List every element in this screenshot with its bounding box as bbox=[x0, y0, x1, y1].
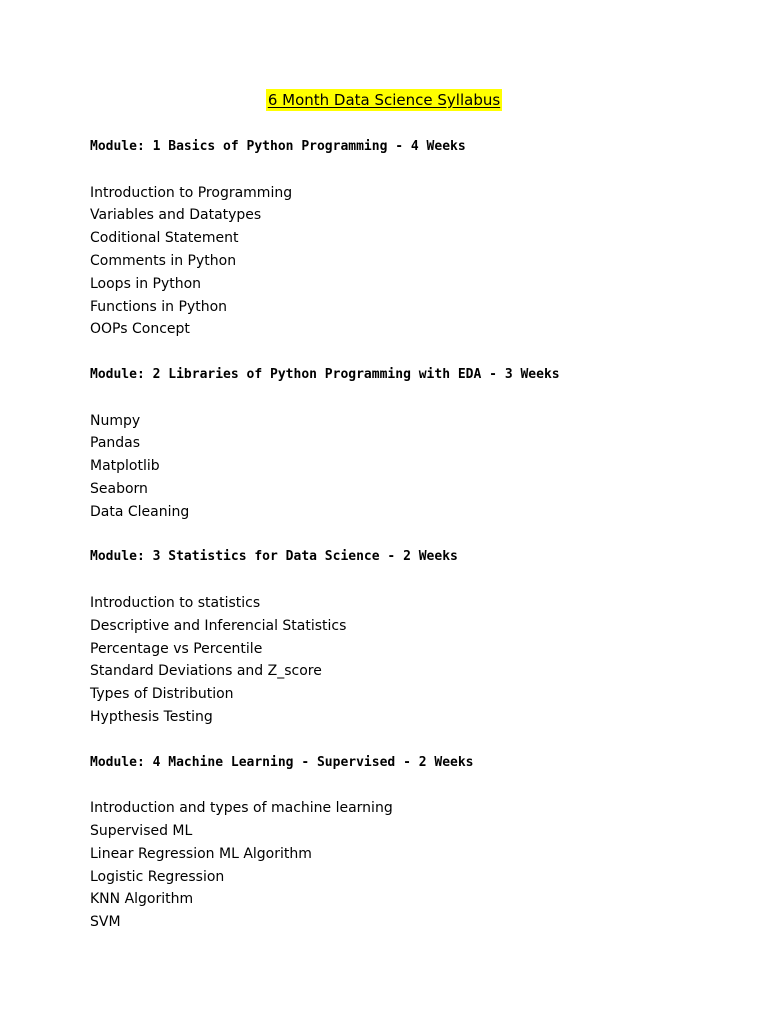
module-4 bbox=[90, 752, 730, 934]
topic-item: KNN Algorithm bbox=[90, 891, 194, 908]
module-2 bbox=[90, 364, 730, 524]
topic-item: Descriptive and Inferencial Statistics bbox=[90, 617, 347, 634]
topic-item: Supervised ML bbox=[90, 822, 193, 839]
topic-item: Types of Distribution bbox=[90, 686, 234, 703]
topic-item: Loops in Python bbox=[90, 275, 202, 292]
topic-list bbox=[90, 797, 730, 934]
topic-list bbox=[90, 410, 730, 524]
topic-item: Numpy bbox=[90, 412, 141, 429]
topic-list bbox=[90, 592, 730, 729]
module-heading: Module: 2 Libraries of Python Programming with EDA - 3 Weeks bbox=[90, 366, 560, 382]
topic-item: Linear Regression ML Algorithm bbox=[90, 845, 312, 862]
topic-item: Matplotlib bbox=[90, 458, 160, 475]
topic-list bbox=[90, 182, 730, 342]
title-container bbox=[0, 89, 768, 111]
topic-item: OOPs Concept bbox=[90, 321, 190, 338]
topic-item: Data Cleaning bbox=[90, 503, 190, 520]
module-heading: Module: 4 Machine Learning - Supervised - 2 Weeks bbox=[90, 754, 474, 770]
topic-item: Seaborn bbox=[90, 480, 148, 497]
topic-item: Introduction to Programming bbox=[90, 184, 293, 201]
topic-item: SVM bbox=[90, 914, 121, 931]
syllabus-content bbox=[90, 136, 730, 957]
topic-item: Comments in Python bbox=[90, 252, 237, 269]
document-title: 6 Month Data Science Syllabus bbox=[267, 91, 501, 109]
topic-item: Functions in Python bbox=[90, 298, 228, 315]
topic-item: Variables and Datatypes bbox=[90, 207, 262, 224]
topic-item: Standard Deviations and Z_score bbox=[90, 663, 322, 680]
topic-item: Pandas bbox=[90, 435, 141, 452]
module-1 bbox=[90, 136, 730, 341]
topic-item: Introduction to statistics bbox=[90, 594, 261, 611]
topic-item: Introduction and types of machine learning bbox=[90, 800, 393, 817]
topic-item: Hypthesis Testing bbox=[90, 708, 213, 725]
module-heading: Module: 3 Statistics for Data Science - 2 Weeks bbox=[90, 549, 458, 565]
module-heading: Module: 1 Basics of Python Programming - 4 Weeks bbox=[90, 139, 466, 154]
topic-item: Logistic Regression bbox=[90, 868, 225, 885]
module-3 bbox=[90, 546, 730, 728]
topic-item: Percentage vs Percentile bbox=[90, 640, 263, 657]
topic-item: Coditional Statement bbox=[90, 230, 239, 247]
